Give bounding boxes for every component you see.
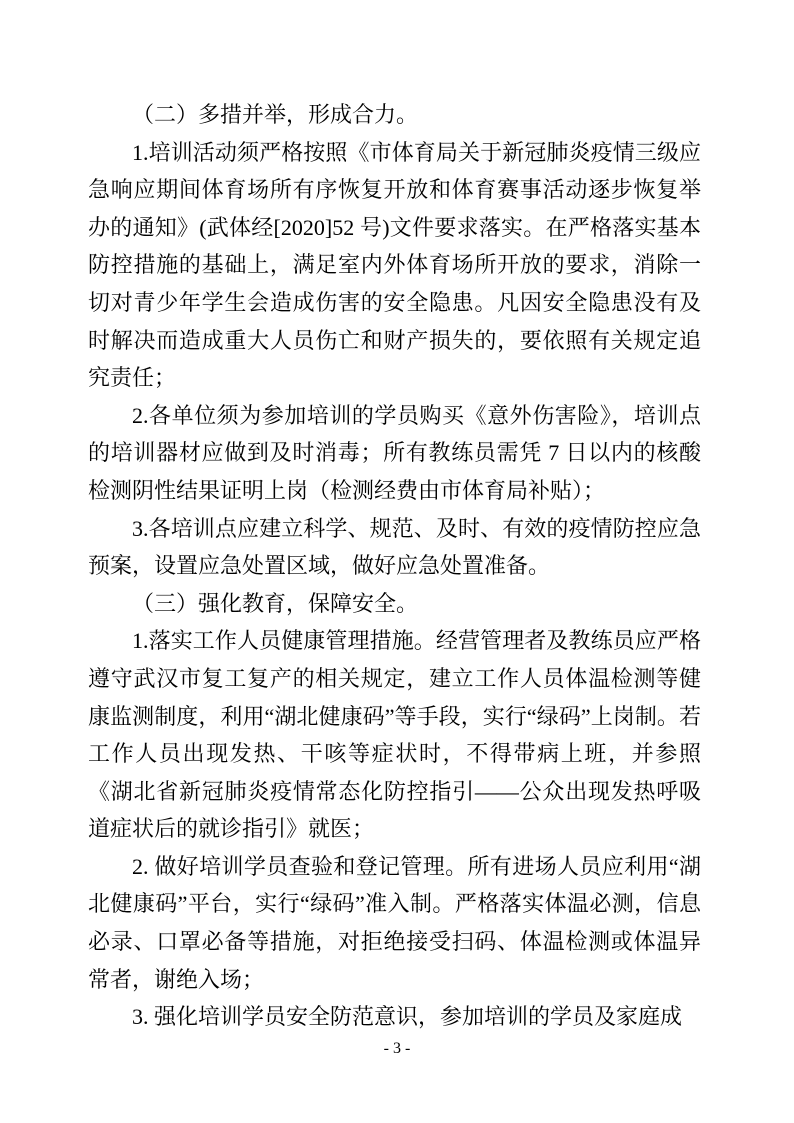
- paragraph-entry-check: 2. 做好培训学员查验和登记管理。所有进场人员应利用“湖北健康码”平台，实行“绿码”准入制。严格落实体温必测，信息必录、口罩必备等措施，对拒绝接受扫码、体温检测或体温异常者，谢绝入场；: [88, 853, 701, 992]
- paragraph-emergency-plan: 3.各培训点应建立科学、规范、及时、有效的疫情防控应急预案，设置应急处置区域，做好应急处置准备。: [88, 515, 701, 579]
- paragraph-staff-health: 1.落实工作人员健康管理措施。经营管理者及教练员应严格遵守武汉市复工复产的相关规定，建立工作人员体温检测等健康监测制度，利用“湖北健康码”等手段，实行“绿码”上岗制。若工作人员出现发热、干咳等症状时，不得带病上班，并参照《湖北省新冠肺炎疫情常态化防控指引——公众出现发热呼吸道症状后的就诊指引》就医；: [88, 628, 701, 842]
- page-number: - 3 -: [383, 1040, 411, 1057]
- paragraph-safety-awareness: 3. 强化培训学员安全防范意识，参加培训的学员及家庭成: [132, 1004, 683, 1030]
- section-heading-3: （三）强化教育，保障安全。: [132, 590, 419, 616]
- document-body: [88, 96, 701, 1036]
- paragraph-training-notice: 1.培训活动须严格按照《市体育局关于新冠肺炎疫情三级应急响应期间体育场所有序恢复开放和体育赛事活动逐步恢复举办的通知》(武体经[2020]52 号)文件要求落实。在严格落实基本防控措施的基础上，满足室内外体育场所开放的要求，消除一切对青少年学生会造成伤害的安全隐患。凡因安全隐患没有及时解决而造成重大人员伤亡和财产损失的，要依照有关规定追究责任；: [88, 139, 701, 391]
- paragraph-insurance-disinfection: 2.各单位须为参加培训的学员购买《意外伤害险》，培训点的培训器材应做到及时消毒；所有教练员需凭 7 日以内的核酸检测阴性结果证明上岗（检测经费由市体育局补贴）；: [88, 402, 701, 503]
- section-heading-2: （二）多措并举，形成合力。: [132, 102, 419, 127]
